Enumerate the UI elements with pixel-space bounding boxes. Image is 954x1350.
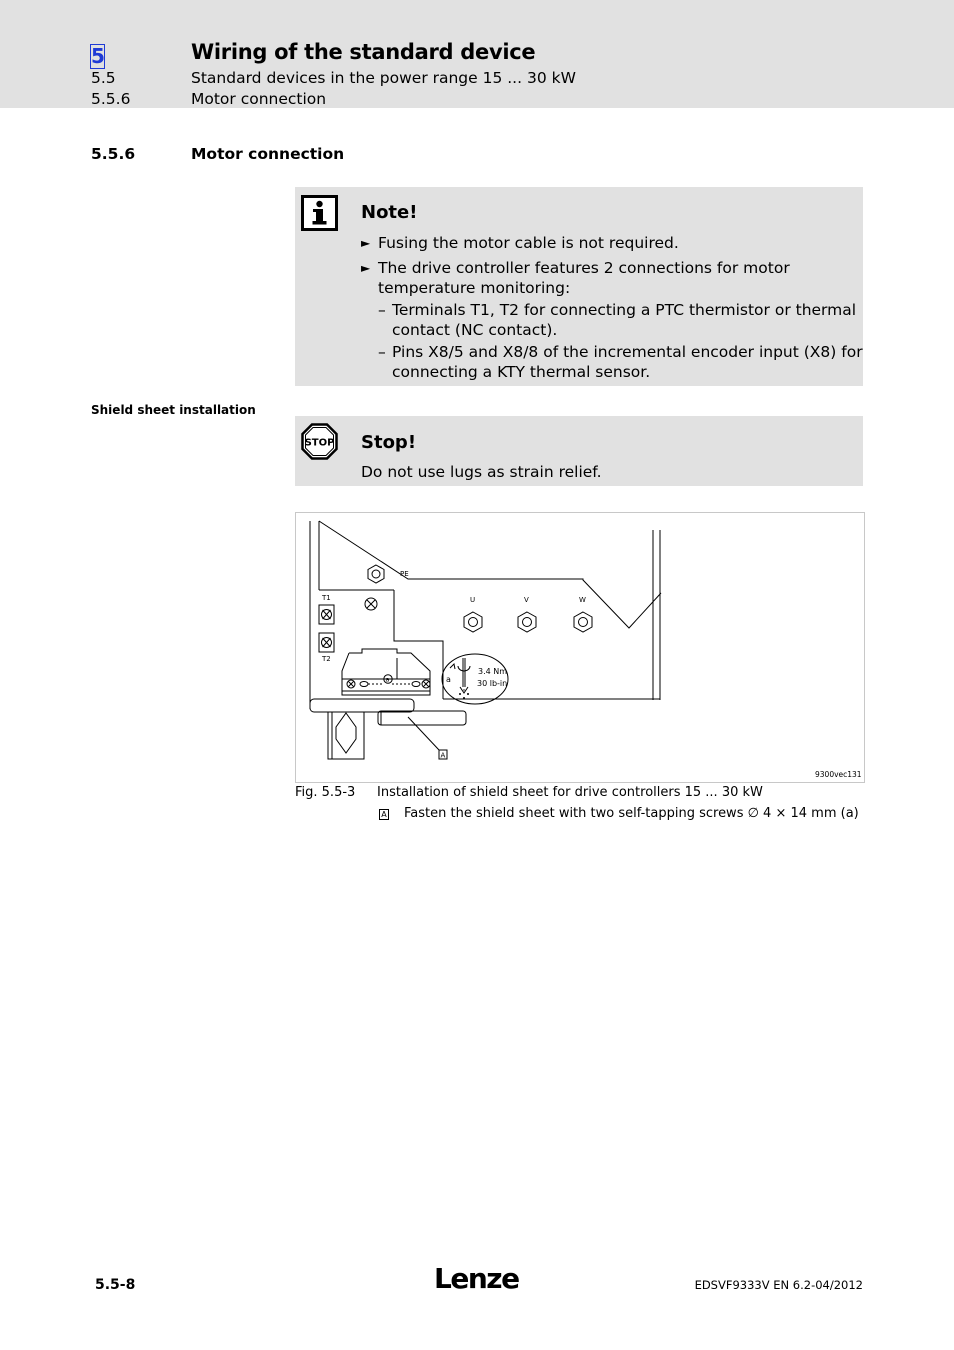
label-u: U (470, 596, 476, 604)
legend-text: Fasten the shield sheet with two self-tapping screws ∅ 4 × 14 mm (a) (404, 806, 859, 821)
subsubsection-number: 5.5.6 (91, 90, 131, 108)
stop-box (295, 416, 863, 486)
bullet-marker: ► (361, 236, 371, 250)
label-detail-a: a (446, 675, 451, 684)
stop-text: Do not use lugs as strain relief. (361, 463, 602, 481)
chapter-number[interactable]: 5 (91, 44, 105, 68)
label-torque-nm: 3.4 Nm (478, 667, 508, 676)
shield-sheet-diagram (296, 513, 864, 782)
stop-title: Stop! (361, 432, 417, 453)
label-t1: T1 (322, 594, 331, 602)
legend-key: A (379, 809, 389, 820)
note-bullet-2-line-2: temperature monitoring: (378, 279, 571, 297)
dash-marker: – (378, 343, 386, 361)
document-id: EDSVF9333V EN 6.2-04/2012 (694, 1278, 863, 1292)
note-bullet-2-line-1: The drive controller features 2 connections for motor (378, 259, 790, 277)
figure-frame (295, 512, 865, 783)
dash-marker: – (378, 301, 386, 319)
note-sub-1-line-2: contact (NC contact). (392, 321, 558, 339)
label-t2: T2 (322, 655, 331, 663)
note-title: Note! (361, 202, 418, 223)
subsubsection-title: Motor connection (191, 90, 327, 108)
note-sub-2-line-1: Pins X8/5 and X8/8 of the incremental encoder input (X8) for (392, 343, 863, 361)
chapter-title: Wiring of the standard device (191, 40, 536, 64)
figure-caption-number: Fig. 5.5-3 (295, 785, 356, 800)
label-w: W (579, 596, 586, 604)
label-callout-a: A (440, 751, 446, 760)
label-image-id: 9300vec131 (815, 770, 862, 779)
section-title: Motor connection (191, 145, 345, 163)
stop-icon-text: STOP (304, 437, 335, 449)
note-sub-1-line-1: Terminals T1, T2 for connecting a PTC thermistor or thermal (392, 301, 857, 319)
note-sub-2-line-2: connecting a KTY thermal sensor. (392, 363, 651, 381)
label-v: V (524, 596, 529, 604)
subsection-title: Standard devices in the power range 15 ... 30 kW (191, 69, 576, 87)
label-screw-a: a (385, 675, 390, 684)
section-number: 5.5.6 (91, 145, 136, 163)
page-number: 5.5-8 (95, 1277, 136, 1293)
subsection-number: 5.5 (91, 69, 116, 87)
stop-sign-icon (301, 423, 338, 460)
note-box (295, 187, 863, 386)
note-bullet-1: Fusing the motor cable is not required. (378, 234, 679, 252)
bullet-marker: ► (361, 261, 371, 275)
label-torque-lbin: 30 lb-in (477, 679, 508, 688)
info-icon (301, 195, 338, 231)
lenze-logo: Lenze (434, 1262, 519, 1295)
label-pe: PE (400, 570, 409, 578)
figure-caption-text: Installation of shield sheet for drive controllers 15 ... 30 kW (377, 785, 763, 800)
side-label: Shield sheet installation (91, 403, 256, 417)
